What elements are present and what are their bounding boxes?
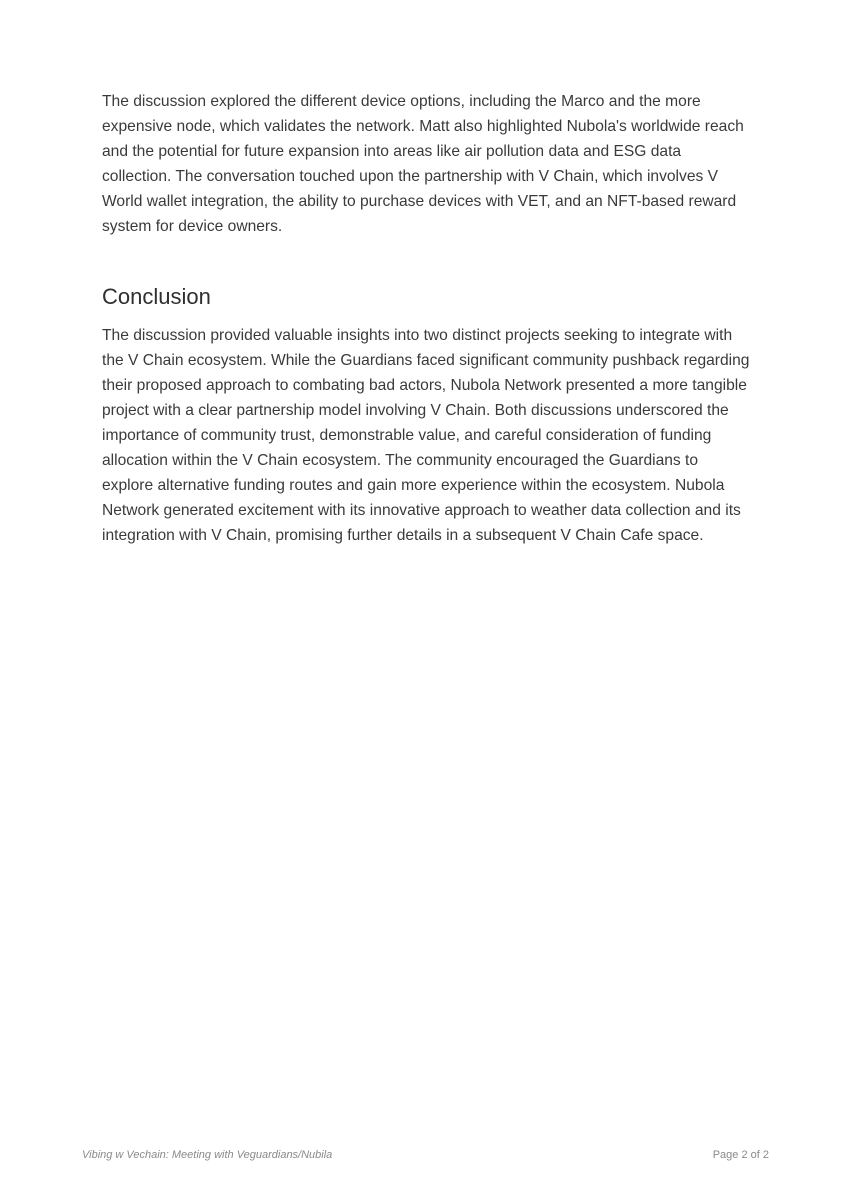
footer-document-title: Vibing w Vechain: Meeting with Veguardians/Nubila: [82, 1149, 333, 1161]
intro-paragraph: The discussion explored the different device options, including the Marco and the more expensive node, which validates the network. Matt also highlighted Nubola's worldwide reach and the potential for future expansion into areas like air pollution data and ESG data collection. The conversation touched upon the partnership with V Chain, which involves V World wallet integration, the ability to purchase devices with VET, and an NFT-based reward system for device owners.: [102, 93, 744, 236]
conclusion-paragraph: The discussion provided valuable insights into two distinct projects seeking to integrate with the V Chain ecosystem. While the Guardians faced significant community pushback regarding their proposed approach to combating bad actors, Nubola Network presented a more tangible project with a clear partnership model involving V Chain. Both discussions underscored the importance of community trust, demonstrable value, and careful consideration of funding allocation within the V Chain ecosystem. The community encouraged the Guardians to explore alternative funding routes and gain more experience within the ecosystem. Nubola Network generated excitement with its innovative approach to weather data collection and its integration with V Chain, promising further details in a subsequent V Chain Cafe space.: [102, 326, 750, 545]
document-body: [102, 89, 750, 548]
conclusion-heading: Conclusion: [102, 283, 211, 309]
footer-page-number: Page 2 of 2: [712, 1149, 769, 1161]
